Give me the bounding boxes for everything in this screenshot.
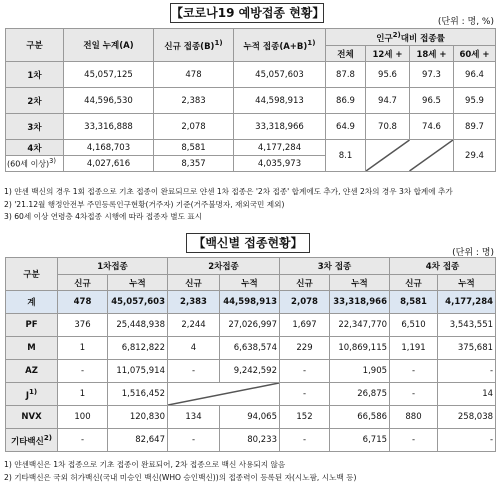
header-new: 신규 접종$(B)^{1)}$ <box>154 29 234 62</box>
header-12plus: 12세 + <box>366 46 410 62</box>
header-cum: 누적 접종$(A+B)^{1)}$ <box>234 29 326 62</box>
unit-label-2: (단위 : 명) <box>452 248 494 258</box>
vaccine-type-table: 구분 1차접종 2차접종 3차 접종 4차 접종 신규 누적 신규 누적 신규 누적 신규 누적 계 478 45,057,603 2,383 44,598,913 2,078 33,318,966 8,581 4,177,284 PF 376 25,448,938 2,244 27,026,997 1,697 22,347,770 6,510 3,543,551 M 1 6,812,822 4 6,638,574 229 10,869,115 1,191 375,681 AZ - 11,075,914 - 9,242,592 - 1,905 - - $J^{1)}$ 1 1,516,452 - 26,875 - 14 NVX 100 120,830 134 94,065 152 66,586 880 258,038 기타백신$^{2)}$ - 82,647 - 80,233 - 6,715 - - <box>5 257 496 452</box>
footnotes-2: 1) 얀센백신은 1차 접종으로 기초 접종이 완료되어, 2차 접종으로 백신 사용되지 않음 2) 기타백신은 국외 허가백신(국내 미승인 백신(WHO 승인백신))의 접종력이 등록된 자(시노팜, 시노백 등) <box>4 460 357 482</box>
vaccine-rows <box>6 291 496 452</box>
unit-label-1: (단위 : 명, %) <box>437 17 494 27</box>
header-pop-rate: 인구$^{2)}$대비 접종률 <box>326 29 496 46</box>
table-row: 3차 33,316,888 2,078 33,318,966 64.9 70.8 74.6 89.7 <box>6 114 496 140</box>
table-row: 1차 45,057,125 478 45,057,603 87.8 95.6 97.3 96.4 <box>6 62 496 88</box>
table-row: AZ - 11,075,914 - 9,242,592 - 1,905 - - <box>6 360 496 383</box>
total-row: 계 478 45,057,603 2,383 44,598,913 2,078 33,318,966 8,581 4,177,284 <box>6 291 496 314</box>
header-all: 전체 <box>326 46 366 62</box>
table-row: $J^{1)}$ 1 1,516,452 - 26,875 - 14 <box>6 383 496 406</box>
table-row: M 1 6,812,822 4 6,638,574 229 10,869,115 1,191 375,681 <box>6 337 496 360</box>
header-dose4: 4차 접종 <box>390 258 496 275</box>
header-dose3: 3차 접종 <box>280 258 390 275</box>
header-group: 구분 <box>6 29 64 62</box>
vaccination-status-table <box>5 28 496 172</box>
footnotes-1: 1) 얀센 백신의 경우 1회 접종으로 기초 접종이 완료되므로 얀센 1차 접종은 '2차 접종' 합계에도 추가, 얀센 2차의 경우 3차 합계에 추가 2) '21.12월 행정안전부 주민등록인구현황(거주자) 기준(거주불명자, 재외국민 제외) 3) 60세 이상 연령층 4차접종 시행에 따라 접종자 별도 표시 <box>4 187 453 221</box>
header-18plus: 18세 + <box>410 46 454 62</box>
na-cell <box>366 140 454 172</box>
table-row: 4차 4,168,703 8,581 4,177,284 8.1 29.4 <box>6 140 496 156</box>
table-row: 기타백신$^{2)}$ - 82,647 - 80,233 - 6,715 - - <box>6 429 496 452</box>
table-row: NVX 100 120,830 134 94,065 152 66,586 880 258,038 <box>6 406 496 429</box>
header-cum-prev: 전일 누계(A) <box>64 29 154 62</box>
header-dose2: 2차접종 <box>168 258 280 275</box>
na-cell <box>168 383 280 406</box>
vaccine-type-title: 【백신별 접종현황】 <box>186 233 310 253</box>
header-60plus: 60세 + <box>454 46 496 62</box>
table-row: PF 376 25,448,938 2,244 27,026,997 1,697 22,347,770 6,510 3,543,551 <box>6 314 496 337</box>
table-row: 2차 44,596,530 2,383 44,598,913 86.9 94.7 96.5 95.9 <box>6 88 496 114</box>
header-group: 구분 <box>6 258 58 291</box>
header-dose1: 1차접종 <box>58 258 168 275</box>
table-row: (60세 이상)$^{3)}$ 4,027,616 8,357 4,035,973 <box>6 156 496 172</box>
vaccination-status-title: 【코로나19 예방접종 현황】 <box>170 3 324 23</box>
